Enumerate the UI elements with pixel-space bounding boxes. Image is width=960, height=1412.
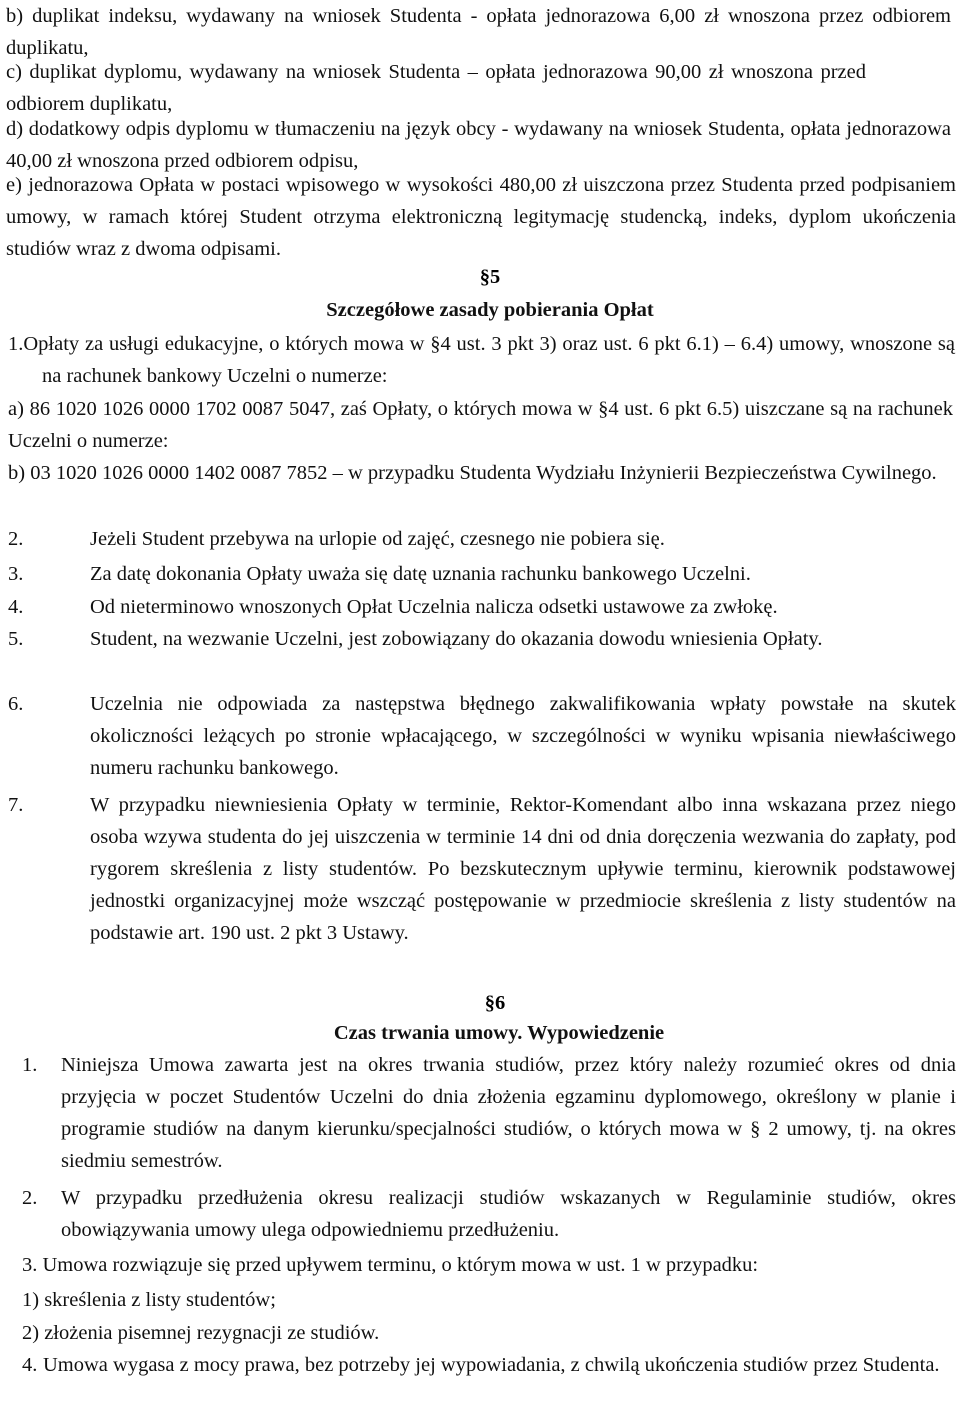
- item-number: 4.: [8, 596, 24, 618]
- item-number: 1.: [22, 1054, 38, 1076]
- item-text: Za datę dokonania Opłaty uważa się datę uznania rachunku bankowego Uczelni.: [90, 563, 751, 585]
- item-text: Od nieterminowo wnoszonych Opłat Uczelnia nalicza odsetki ustawowe za zwłokę.: [90, 596, 778, 618]
- section-5-account-a: a) 86 1020 1026 0000 1702 0087 5047, zaś Opłaty, o których mowa w §4 ust. 6 pkt 6.5) uiszczane są na rachunek Uczelni o numerze:: [8, 398, 953, 452]
- section-6-item-4: [22, 1349, 956, 1381]
- item-text: Uczelnia nie odpowiada za następstwa błędnego zakwalifikowania wpłaty powstałe na skutek okoliczności leżących po stronie wpłacającego, w szczególności w wyniku wpisania niewłaściwego numeru rachunku bankowego.: [90, 693, 956, 779]
- item-text: W przypadku przedłużenia okresu realizacji studiów wskazanych w Regulaminie studiów, okres obowiązywania umowy ulega odpowiedniemu przedłużeniu.: [61, 1187, 956, 1241]
- section-6-paragraph-3: 3. Umowa rozwiązuje się przed upływem terminu, o którym mowa w ust. 1 w przypadku:: [22, 1254, 759, 1276]
- section-6-case-1: 1) skreślenia z listy studentów;: [22, 1289, 276, 1311]
- item-text: Jeżeli Student przebywa na urlopie od zajęć, czesnego nie pobiera się.: [90, 528, 665, 550]
- fee-item-e: e) jednorazowa Opłata w postaci wpisowego w wysokości 480,00 zł uiszczona przez Studenta przed podpisaniem umowy, w ramach której Student otrzyma elektroniczną legitymację studencką, indeks, dyplom ukończenia studiów wraz z dwoma odpisami.: [6, 174, 956, 260]
- section-5-number: §5: [479, 266, 501, 288]
- item-number: 6.: [8, 693, 24, 715]
- section-6-case-2: 2) złożenia pisemnej rezygnacji ze studiów.: [22, 1322, 380, 1344]
- item-number: 5.: [8, 628, 24, 650]
- section-5-account-b: b) 03 1020 1026 0000 1402 0087 7852 – w przypadku Studenta Wydziału Inżynierii Bezpieczeństwa Cywilnego.: [8, 462, 937, 484]
- section-6-title: Czas trwania umowy. Wypowiedzenie: [333, 1022, 665, 1044]
- item-number: 3.: [8, 563, 24, 585]
- item-text: Umowa wygasa z mocy prawa, bez potrzeby jej wypowiadania, z chwilą ukończenia studiów przez Studenta.: [43, 1354, 940, 1376]
- section-6-number: §6: [484, 992, 506, 1014]
- item-number: 2.: [22, 1187, 38, 1209]
- fee-item-c: c) duplikat dyplomu, wydawany na wniosek Studenta – opłata jednorazowa 90,00 zł wnoszona przed odbiorem duplikatu,: [6, 61, 866, 115]
- item-number: 7.: [8, 794, 24, 816]
- item-text: W przypadku niewniesienia Opłaty w terminie, Rektor-Komendant albo inna wskazana przez niego osoba wzywa studenta do jej uiszczenia w terminie 14 dni od dnia doręczenia wezwania do zapłaty, pod rygorem skreślenia z listy studentów. Po bezskutecznym upływie terminu, kierownik podstawowej jednostki organizacyjnej może wszcząć postępowanie w przedmiocie skreślenia z listy studentów na podstawie art. 190 ust. 2 pkt 3 Ustawy.: [90, 794, 956, 944]
- section-5-item: [8, 789, 956, 949]
- section-5-item: [8, 558, 956, 590]
- item-number: 4.: [22, 1354, 38, 1376]
- section-5-item: [8, 523, 956, 555]
- fee-item-d: d) dodatkowy odpis dyplomu w tłumaczeniu na język obcy - wydawany na wniosek Studenta, opłata jednorazowa 40,00 zł wnoszona przed odbiorem odpisu,: [6, 118, 951, 172]
- item-text: Student, na wezwanie Uczelni, jest zobowiązany do okazania dowodu wniesienia Opłaty.: [90, 628, 823, 650]
- section-5-paragraph-1: 1.Opłaty za usługi edukacyjne, o których mowa w §4 ust. 3 pkt 3) oraz ust. 6 pkt 6.1) – 6.4) umowy, wnoszone są na rachunek bankowy Uczelni o numerze:: [8, 333, 955, 387]
- section-5-item: [8, 623, 956, 655]
- item-number: 2.: [8, 528, 24, 550]
- section-5-item: [8, 688, 956, 784]
- section-5-title: Szczegółowe zasady pobierania Opłat: [326, 299, 654, 321]
- section-6-item: [22, 1049, 956, 1177]
- item-text: Niniejsza Umowa zawarta jest na okres trwania studiów, przez który należy rozumieć okres od dnia przyjęcia w poczet Studentów Uczelni do dnia złożenia egzaminu dyplomowego, określony w planie i programie studiów na danym kierunku/specjalności studiów, o których mowa w § 2 umowy, tj. na okres siedmiu semestrów.: [61, 1054, 956, 1172]
- fee-item-b: b) duplikat indeksu, wydawany na wniosek Studenta - opłata jednorazowa 6,00 zł wnoszona przez odbiorem duplikatu,: [6, 5, 951, 59]
- section-6-item: [22, 1182, 956, 1246]
- section-5-item: [8, 591, 956, 623]
